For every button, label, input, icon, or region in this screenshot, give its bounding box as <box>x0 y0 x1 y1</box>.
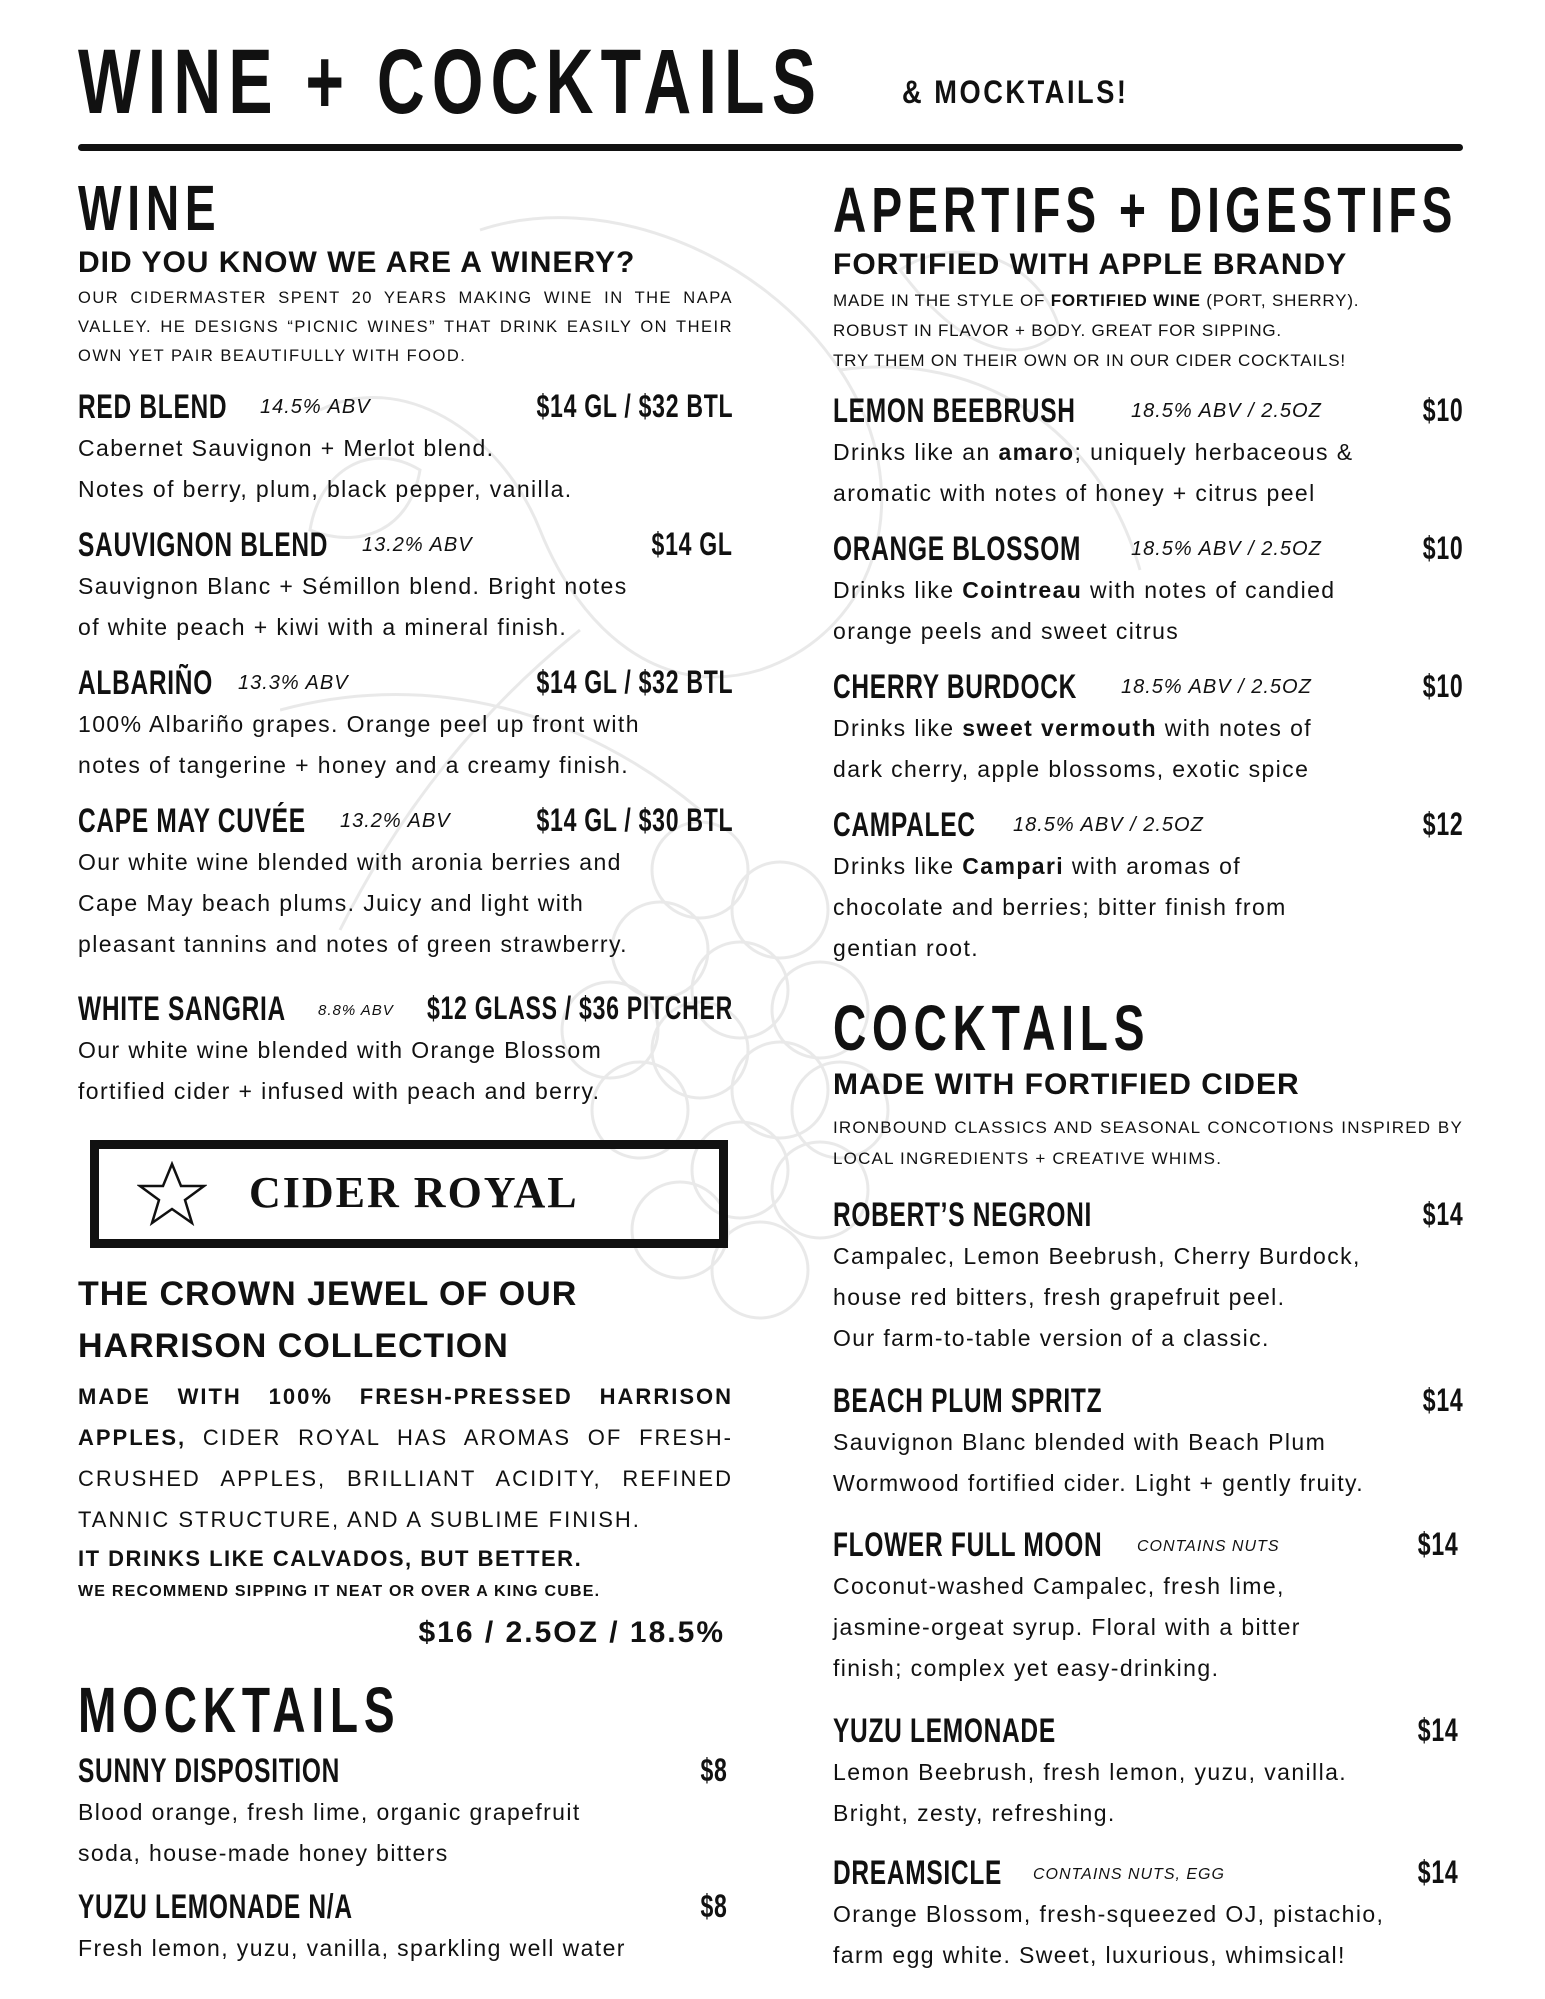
mocktail-item <box>78 1888 728 1969</box>
cider-royal-price: $16 / 2.5OZ / 18.5% <box>418 1616 725 1649</box>
apertifs-subtitle: FORTIFIED WITH APPLE BRANDY <box>833 248 1348 281</box>
apertif-item-desc-text: with aromas of <box>1064 853 1242 879</box>
apertif-item-desc-text: Drinks like <box>833 577 963 603</box>
cocktail-item <box>833 1196 1463 1359</box>
apertifs-intro-bold: FORTIFIED WINE <box>1050 291 1201 310</box>
cocktail-item-price: $14 <box>1417 1854 1458 1890</box>
wine-item-desc: Cape May beach plums. Juicy and light with <box>78 890 585 916</box>
apertif-item <box>833 668 1463 790</box>
mocktail-item-name: SUNNY DISPOSITION <box>78 1752 341 1790</box>
mocktail-item-price: $8 <box>700 1888 728 1924</box>
cocktail-item-desc: Bright, zesty, refreshing. <box>833 1800 1116 1826</box>
wine-item-price: $14 GL / $30 BTL <box>536 802 733 838</box>
mocktail-item-name: YUZU LEMONADE N/A <box>78 1888 353 1926</box>
menu-header <box>78 30 1478 140</box>
cocktail-item-note: CONTAINS NUTS <box>1137 1538 1280 1555</box>
apertif-item-abv: 18.5% ABV / 2.5OZ <box>1131 400 1322 422</box>
cocktail-item-desc: Our farm-to-table version of a classic. <box>833 1325 1270 1351</box>
cider-royal-heading: THE CROWN JEWEL OF OUR <box>78 1275 578 1313</box>
wine-item-price: $14 GL <box>651 526 733 562</box>
cocktails-section <box>833 992 1473 1174</box>
cocktail-item-desc: finish; complex yet easy-drinking. <box>833 1655 1220 1681</box>
star-icon <box>137 1161 207 1227</box>
wine-item-desc: 100% Albariño grapes. Orange peel up front with <box>78 711 640 737</box>
cocktail-item-desc: Wormwood fortified cider. Light + gently fruity. <box>833 1470 1365 1496</box>
apertif-item-desc: chocolate and berries; bitter finish from <box>833 894 1287 920</box>
apertif-item-abv: 18.5% ABV / 2.5OZ <box>1121 676 1312 698</box>
apertif-item-price: $10 <box>1422 530 1463 566</box>
apertifs-section <box>833 174 1473 376</box>
apertif-item-desc <box>833 708 1463 749</box>
page-subtitle: & MOCKTAILS! <box>902 74 1129 110</box>
apertif-item <box>833 530 1463 652</box>
cocktail-item-desc: house red bitters, fresh grapefruit peel. <box>833 1284 1286 1310</box>
apertifs-intro <box>833 286 1473 376</box>
apertifs-intro-line: TRY THEM ON THEIR OWN OR IN OUR CIDER COCKTAILS! <box>833 351 1346 370</box>
wine-item-name: WHITE SANGRIA <box>78 990 286 1028</box>
cocktail-item-desc: Coconut-washed Campalec, fresh lime, <box>833 1573 1285 1599</box>
wine-item-abv: 13.2% ABV <box>362 534 473 556</box>
mocktail-item-desc: Fresh lemon, yuzu, vanilla, sparkling well water <box>78 1935 626 1961</box>
apertif-item-desc-bold: amaro <box>998 439 1075 465</box>
wine-item-desc: Sauvignon Blanc + Sémillon blend. Bright notes <box>78 573 628 599</box>
header-divider <box>78 144 1463 151</box>
cocktail-item-price: $14 <box>1417 1712 1458 1748</box>
apertif-item-desc <box>833 846 1463 887</box>
mocktail-item <box>78 1752 728 1874</box>
cocktail-item <box>833 1712 1458 1834</box>
cider-royal-tagline: IT DRINKS LIKE CALVADOS, BUT BETTER. <box>78 1546 583 1571</box>
apertifs-intro-line <box>833 286 1473 316</box>
apertif-item-price: $12 <box>1422 806 1463 842</box>
wine-item-desc: Notes of berry, plum, black pepper, vanilla. <box>78 476 573 502</box>
cocktail-item-price: $14 <box>1417 1526 1458 1562</box>
wine-item-abv: 8.8% ABV <box>318 1002 394 1019</box>
apertif-item-name: LEMON BEEBRUSH <box>833 392 1076 430</box>
cocktails-intro: IRONBOUND CLASSICS AND SEASONAL CONCOTIONS INSPIRED BY LOCAL INGREDIENTS + CREATIVE WHIMS. <box>833 1118 1463 1168</box>
cider-royal-heading: HARRISON COLLECTION <box>78 1327 509 1365</box>
wine-item-name: ALBARIÑO <box>78 664 213 702</box>
cocktails-title: COCKTAILS <box>833 992 1151 1064</box>
cocktail-item-price: $14 <box>1422 1196 1463 1232</box>
cocktail-item <box>833 1854 1458 1976</box>
apertif-item-name: ORANGE BLOSSOM <box>833 530 1082 568</box>
apertif-item-desc-bold: Campari <box>962 853 1065 879</box>
apertifs-intro-line: ROBUST IN FLAVOR + BODY. GREAT FOR SIPPING. <box>833 321 1282 340</box>
wine-item-desc: notes of tangerine + honey and a creamy finish. <box>78 752 630 778</box>
apertif-item-desc: dark cherry, apple blossoms, exotic spice <box>833 756 1310 782</box>
wine-item-name: CAPE MAY CUVÉE <box>78 802 306 840</box>
wine-section <box>78 172 733 371</box>
cocktail-item-desc: jasmine-orgeat syrup. Floral with a bitter <box>833 1614 1301 1640</box>
cocktails-subtitle: MADE WITH FORTIFIED CIDER <box>833 1068 1300 1101</box>
cider-royal-recommend: WE RECOMMEND SIPPING IT NEAT OR OVER A KING CUBE. <box>78 1583 601 1600</box>
cocktail-item-desc: Orange Blossom, fresh-squeezed OJ, pistachio, <box>833 1901 1385 1927</box>
apertif-item-desc-text: Drinks like <box>833 715 963 741</box>
apertif-item-desc: orange peels and sweet citrus <box>833 618 1180 644</box>
apertif-item <box>833 806 1463 969</box>
wine-item-name: SAUVIGNON BLEND <box>78 526 329 564</box>
apertif-item-desc-bold: Cointreau <box>962 577 1083 603</box>
cocktail-item-name: FLOWER FULL MOON <box>833 1526 1103 1564</box>
cider-royal-body-text: CIDER ROYAL HAS AROMAS OF FRESH-CRUSHED APPLES, BRILLIANT ACIDITY, REFINED TANNIC STRUCTURE, AND A SUBLIME FINISH. <box>78 1425 733 1532</box>
mocktail-item-desc: soda, house-made honey bitters <box>78 1840 449 1866</box>
cider-royal-label: CIDER ROYAL <box>249 1168 579 1217</box>
apertif-item-name: CAMPALEC <box>833 806 976 844</box>
wine-item-desc: Our white wine blended with aronia berries and <box>78 849 622 875</box>
cocktail-item-name: DREAMSICLE <box>833 1854 1003 1892</box>
cider-royal-body-bold: MADE WITH 100% FRESH-PRESSED HARRISON APPLES, <box>78 1384 733 1450</box>
apertif-item-desc <box>833 570 1463 611</box>
apertifs-intro-text: (PORT, SHERRY). <box>1200 291 1360 310</box>
cocktail-item-desc: Sauvignon Blanc blended with Beach Plum <box>833 1429 1327 1455</box>
wine-item-abv: 13.3% ABV <box>238 672 349 694</box>
apertif-item-desc-text: Drinks like <box>833 853 963 879</box>
cocktail-item-name: BEACH PLUM SPRITZ <box>833 1382 1103 1420</box>
apertif-item-desc-text: Drinks like an <box>833 439 999 465</box>
apertif-item-desc-text: with notes of candied <box>1082 577 1336 603</box>
wine-item <box>78 990 733 1112</box>
wine-item-price: $14 GL / $32 BTL <box>536 388 733 424</box>
cocktail-item-name: YUZU LEMONADE <box>833 1712 1056 1750</box>
wine-item-desc: Our white wine blended with Orange Blossom <box>78 1037 603 1063</box>
cocktail-item <box>833 1526 1458 1689</box>
wine-item <box>78 664 733 786</box>
mocktails-section <box>78 1674 733 1746</box>
mocktails-title: MOCKTAILS <box>78 1674 401 1746</box>
apertif-item-desc-text: ; uniquely herbaceous & <box>1074 439 1354 465</box>
mocktail-item-desc: Blood orange, fresh lime, organic grapefruit <box>78 1799 581 1825</box>
cocktail-item-price: $14 <box>1422 1382 1463 1418</box>
apertif-item-desc-text: with notes of <box>1156 715 1313 741</box>
wine-item-name: RED BLEND <box>78 388 228 426</box>
wine-item-desc: Cabernet Sauvignon + Merlot blend. <box>78 435 495 461</box>
apertif-item-desc: gentian root. <box>833 935 980 961</box>
cocktail-item-desc: Lemon Beebrush, fresh lemon, yuzu, vanilla. <box>833 1759 1348 1785</box>
apertifs-title: APERTIFS + DIGESTIFS <box>833 174 1458 246</box>
wine-item-abv: 13.2% ABV <box>340 810 451 832</box>
cider-royal-body <box>78 1376 733 1540</box>
cider-royal-section <box>78 1268 733 1650</box>
apertif-item-price: $10 <box>1422 668 1463 704</box>
apertif-item-name: CHERRY BURDOCK <box>833 668 1078 706</box>
mocktail-item-price: $8 <box>700 1752 728 1788</box>
wine-item <box>78 802 733 965</box>
wine-item-desc: pleasant tannins and notes of green strawberry. <box>78 931 628 957</box>
wine-item <box>78 526 733 648</box>
apertif-item-price: $10 <box>1422 392 1463 428</box>
wine-item-abv: 14.5% ABV <box>260 396 371 418</box>
wine-item-price: $12 GLASS / $36 PITCHER <box>427 990 733 1026</box>
apertif-item <box>833 392 1463 514</box>
cocktail-item-desc: Campalec, Lemon Beebrush, Cherry Burdock, <box>833 1243 1361 1269</box>
wine-item-desc: of white peach + kiwi with a mineral finish. <box>78 614 568 640</box>
page-title: WINE + COCKTAILS <box>78 31 824 133</box>
apertifs-intro-text: MADE IN THE STYLE OF <box>833 291 1051 310</box>
wine-item-price: $14 GL / $32 BTL <box>536 664 733 700</box>
wine-item-desc: fortified cider + infused with peach and berry. <box>78 1078 601 1104</box>
apertif-item-desc-bold: sweet vermouth <box>962 715 1157 741</box>
cocktail-item-desc: farm egg white. Sweet, luxurious, whimsical! <box>833 1942 1346 1968</box>
apertif-item-desc <box>833 432 1463 473</box>
cider-royal-banner <box>90 1140 728 1248</box>
apertif-item-abv: 18.5% ABV / 2.5OZ <box>1013 814 1204 836</box>
wine-item <box>78 388 733 510</box>
wine-subtitle: DID YOU KNOW WE ARE A WINERY? <box>78 246 636 279</box>
cocktail-item-note: CONTAINS NUTS, EGG <box>1033 1866 1225 1883</box>
wine-title: WINE <box>78 172 222 244</box>
cocktail-item-name: ROBERT’S NEGRONI <box>833 1196 1093 1234</box>
wine-intro: OUR CIDERMASTER SPENT 20 YEARS MAKING WINE IN THE NAPA VALLEY. HE DESIGNS “PICNIC WINES” THAT DRINK EASILY ON THEIR OWN YET PAIR BEAUTIFULLY WITH FOOD. <box>78 289 733 365</box>
cocktail-item <box>833 1382 1473 1504</box>
apertif-item-desc: aromatic with notes of honey + citrus peel <box>833 480 1316 506</box>
apertif-item-abv: 18.5% ABV / 2.5OZ <box>1131 538 1322 560</box>
